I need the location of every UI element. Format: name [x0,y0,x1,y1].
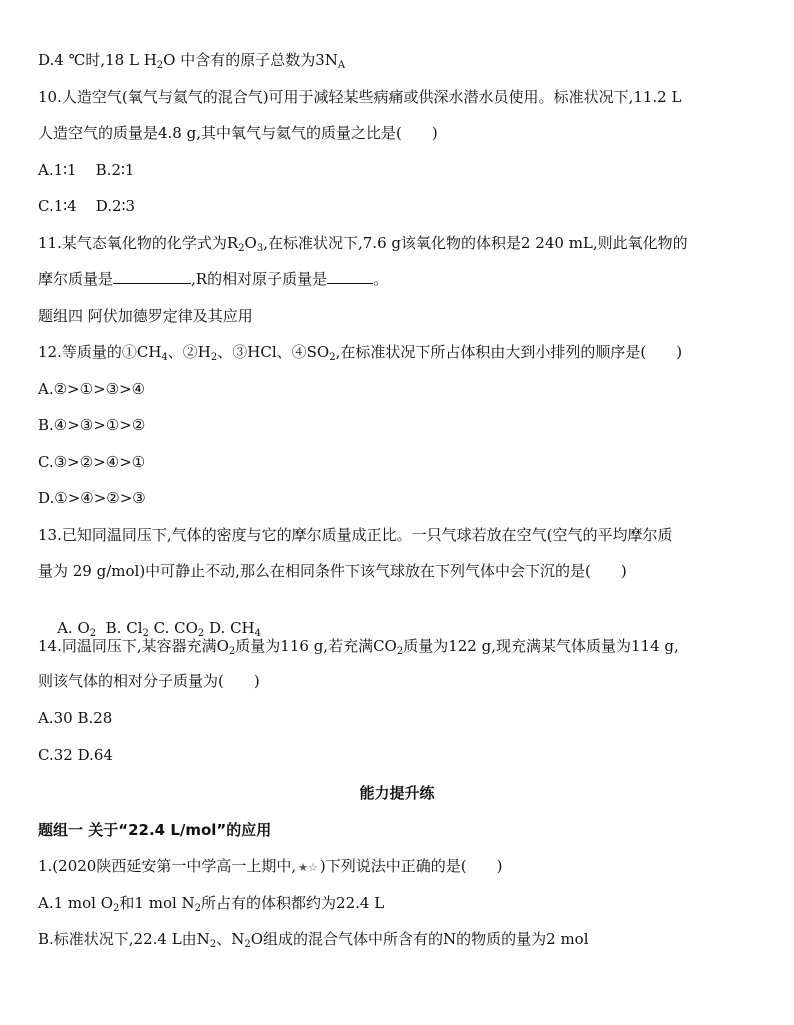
q12-option-a: A.②>①>③>④ [38,380,146,398]
q12-option-c: C.③>②>④>① [38,453,146,471]
group1-heading: 题组一 关于“22.4 L/mol”的应用 [38,821,272,839]
q11-stem-line1: 11.某气态氧化物的化学式为$R_2O_3$,在标准状况下,7.6 g该氧化物的体积是2 240 mL,则此氧化物的 [38,234,688,254]
q13-options: A. $O_2$ B. $Cl_2$ C. $CO_2$ D. $CH_4$ [57,619,262,639]
q14-stem-line1: 14.同温同压下,某容器充满$O_2$质量为116 g,若充满$CO_2$质量为122 g,现充满某气体质量为114 g, [38,637,679,657]
q13-stem-line1: 13.已知同温同压下,气体的密度与它的摩尔质量成正比。一只气球若放在空气(空气的平均摩尔质 [38,526,673,544]
q12-option-d: D.①>④>②>③ [38,489,146,507]
q10-options-cd: C.1∶4 D.2∶3 [38,197,136,215]
q14-options-ab: A.30 B.28 [38,709,113,727]
group4-heading: 题组四 阿伏加德罗定律及其应用 [38,307,253,325]
p1-option-a: A.1 mol $O_2$和1 mol $N_2$所占有的体积都约为22.4 L [38,894,385,914]
p1-stem: 1.(2020陕西延安第一中学高一上期中, ★☆ )下列说法中正确的是( ) [38,856,764,878]
answer-blank-atomic-mass[interactable] [327,269,373,284]
q12-option-b: B.④>③>①>② [38,416,146,434]
difficulty-stars-icon: ★☆ [298,861,318,874]
q10-options-ab: A.1∶1 B.2∶1 [38,161,135,179]
q10-stem-line1: 10.人造空气(氧气与氦气的混合气)可用于减轻某些病痛或供深水潜水员使用。标准状况下,11.2 L [38,88,682,106]
section-title: 能力提升练 [359,784,435,802]
p1-option-b: B.标准状况下,22.4 L由$N_2$、$N_2O$组成的混合气体中所含有的N的物质的量为2 mol [38,930,589,950]
q12-stem: 12.等质量的$①CH_4$、$②H_2$、③HCl、$④SO_2$,在标准状况下所占体积由大到小排列的顺序是( ) [38,343,683,363]
q11-stem-line2: 摩尔质量是 ,R的相对原子质量是 。 [38,270,389,288]
q13-stem-line2: 量为 29 g/mol)中可静止不动,那么在相同条件下该气球放在下列气体中会下沉的是( ) [38,562,627,580]
q14-options-cd: C.32 D.64 [38,746,113,764]
q10-stem-line2: 人造空气的质量是4.8 g,其中氧气与氦气的质量之比是( ) [38,124,438,142]
q9-option-d: D.4 ℃时,18 L $H_2O$ 中含有的原子总数为$3N_A$ [38,51,346,71]
q14-stem-line2: 则该气体的相对分子质量为( ) [38,672,260,690]
answer-blank-molar-mass[interactable] [113,269,191,284]
